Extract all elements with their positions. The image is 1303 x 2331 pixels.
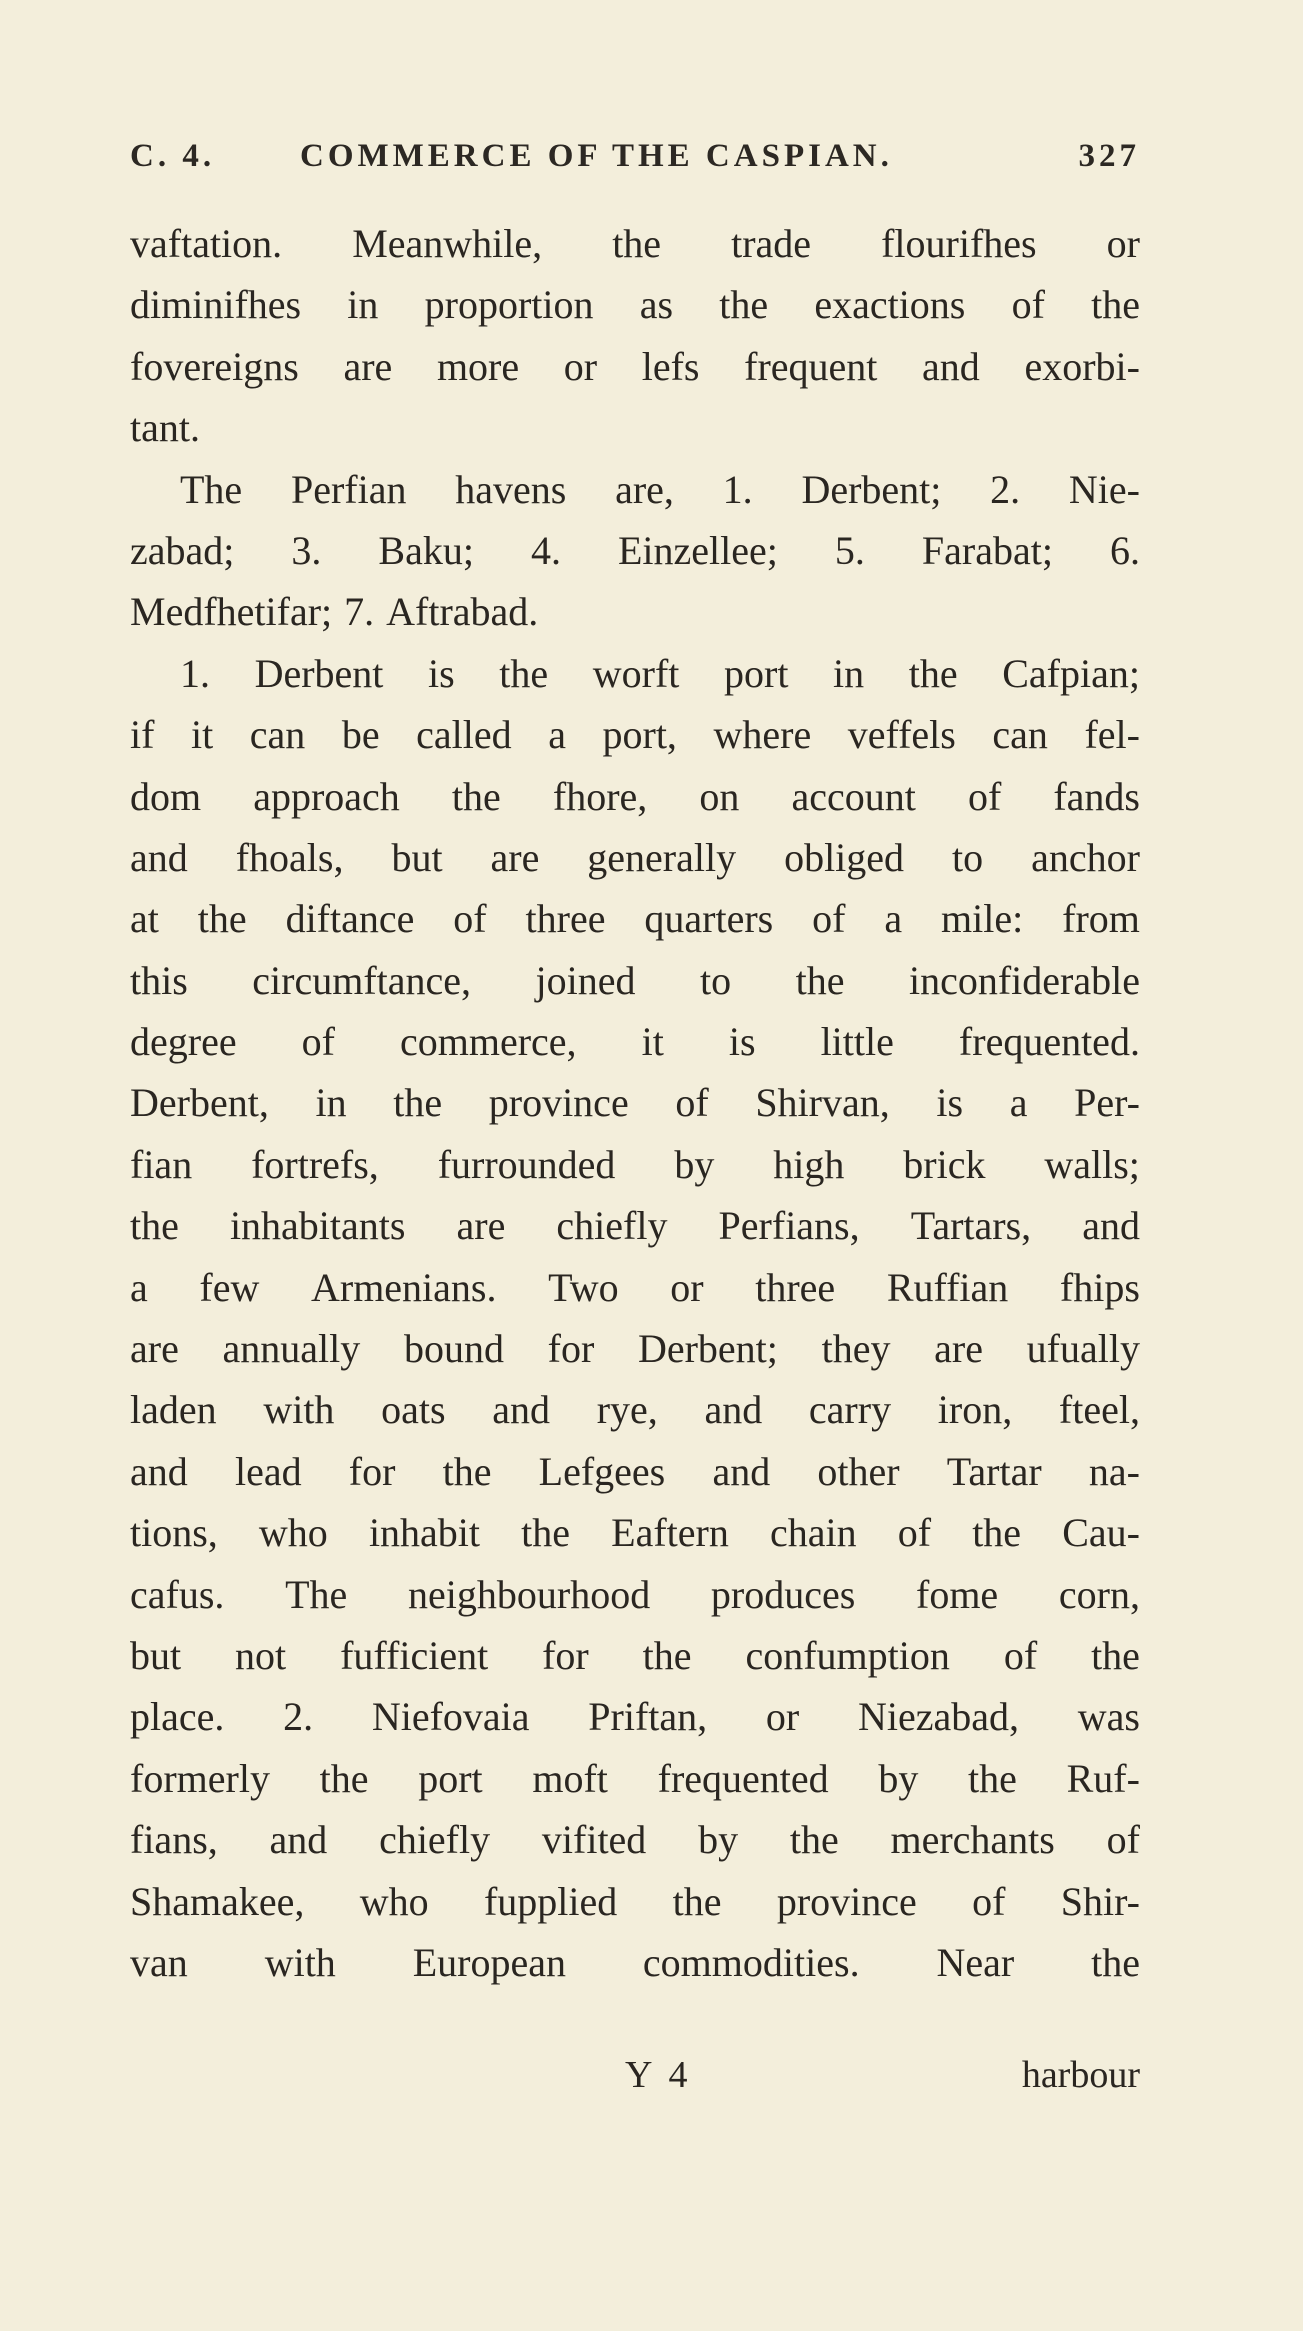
text-line: but not fufficient for the confumption of the [130,1632,1140,1678]
text-line: laden with oats and rye, and carry iron, fteel, [130,1387,1140,1433]
text-line: vaftation. Meanwhile, the trade flourifhes or [130,221,1140,266]
running-head [130,138,1140,188]
catchword: harbour [1021,2054,1140,2096]
text-line: cafus. The neighbourhood produces fome corn, [130,1571,1140,1617]
text-line: the inhabitants are chiefly Perfians, Tartars, and [130,1203,1140,1249]
text-line: van with European commodities. Near the [130,1939,1140,1985]
text-line: dom approach the fhore, on account of fands [130,773,1140,819]
text-line: tant. [130,405,200,451]
text-line: at the diftance of three quarters of a mile: from [130,896,1140,942]
page-number: 327 [1078,138,1140,174]
text-line: Shamakee, who fupplied the province of Shir- [130,1878,1140,1924]
text-line: formerly the port moft frequented by the Ruf- [130,1755,1140,1801]
text-line: and fhoals, but are generally obliged to anchor [130,834,1140,880]
signature-mark: Y 4 [625,2054,692,2096]
chapter-number: C. 4. [130,138,216,174]
text-line: if it can be called a port, where veffels can fel- [130,712,1140,758]
text-line: The Perfian havens are, 1. Derbent; 2. Nie- [180,466,1140,512]
text-line: and lead for the Lefgees and other Tartar na- [130,1448,1140,1494]
text-line: fovereigns are more or lefs frequent and exorbi- [130,343,1140,389]
text-line: tions, who inhabit the Eaftern chain of the Cau- [130,1510,1140,1556]
text-line: a few Armenians. Two or three Ruffian fhips [130,1264,1140,1310]
body-text [130,213,1140,1993]
text-line: zabad; 3. Baku; 4. Einzellee; 5. Farabat; 6. [130,527,1140,573]
text-line: Derbent, in the province of Shirvan, is a Per- [130,1080,1140,1126]
text-line: 1. Derbent is the worft port in the Cafpian; [180,650,1140,696]
text-line: Medfhetifar; 7. Aftrabad. [130,589,539,635]
text-line: fians, and chiefly vifited by the merchants of [130,1817,1140,1863]
catchline [130,2045,1140,2105]
text-line: diminifhes in proportion as the exactions of the [130,282,1140,328]
text-line: this circumftance, joined to the inconfiderable [130,957,1140,1003]
text-line: are annually bound for Derbent; they are ufually [130,1326,1140,1372]
text-line: degree of commerce, it is little frequented. [130,1019,1140,1065]
running-title: COMMERCE OF THE CASPIAN. [300,138,893,174]
text-line: fian fortrefs, furrounded by high brick walls; [130,1141,1140,1187]
text-line: place. 2. Niefovaia Priftan, or Niezabad, was [130,1694,1140,1740]
